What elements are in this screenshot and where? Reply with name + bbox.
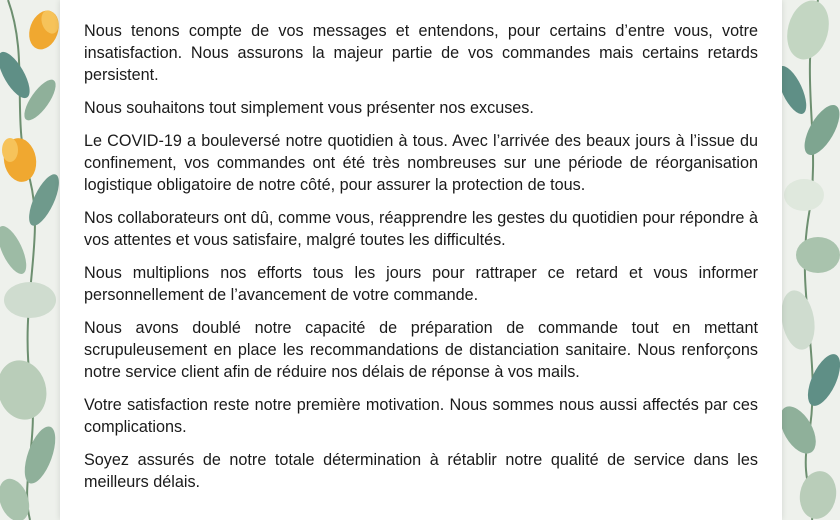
- paragraph-7: Votre satisfaction reste notre première motivation. Nous sommes nous aussi affectés par ces complications.: [84, 396, 758, 436]
- paragraph-5: Nous multiplions nos efforts tous les jours pour rattraper ce retard et vous informer personnellement de l’avancement de votre commande.: [84, 264, 758, 304]
- floral-border-right: [778, 0, 840, 520]
- letter-panel: [60, 0, 782, 520]
- paragraph-1: Nous tenons compte de vos messages et entendons, pour certains d’entre vous, votre insatisfaction. Nous assurons la majeur partie de vos commandes mais certains retards persistent.: [84, 22, 758, 84]
- paragraph-4: Nos collaborateurs ont dû, comme vous, réapprendre les gestes du quotidien pour répondre à vos attentes et vous satisfaire, malgré toutes les difficultés.: [84, 209, 758, 249]
- leaf-icon: [781, 0, 835, 64]
- floral-border-left: [0, 0, 64, 520]
- paragraph-2: Nous souhaitons tout simplement vous présenter nos excuses.: [84, 99, 534, 117]
- paragraph-3: Le COVID-19 a bouleversé notre quotidien à tous. Avec l’arrivée des beaux jours à l’issue du confinement, vos commandes ont été très nombreuses sur une période de réorganisation logistique obligatoire de notre côté, pour assurer la protection de tous.: [84, 132, 758, 194]
- letter-body: [84, 20, 758, 504]
- paragraph-8: Soyez assurés de notre totale détermination à rétablir notre qualité de service dans les meilleurs délais.: [84, 451, 758, 491]
- paragraph-6: Nous avons doublé notre capacité de préparation de commande tout en mettant scrupuleusement en place les recommandations de distanciation sanitaire. Nous renforçons notre service client afin de réduire nos délais de réponse à vos mails.: [84, 319, 758, 381]
